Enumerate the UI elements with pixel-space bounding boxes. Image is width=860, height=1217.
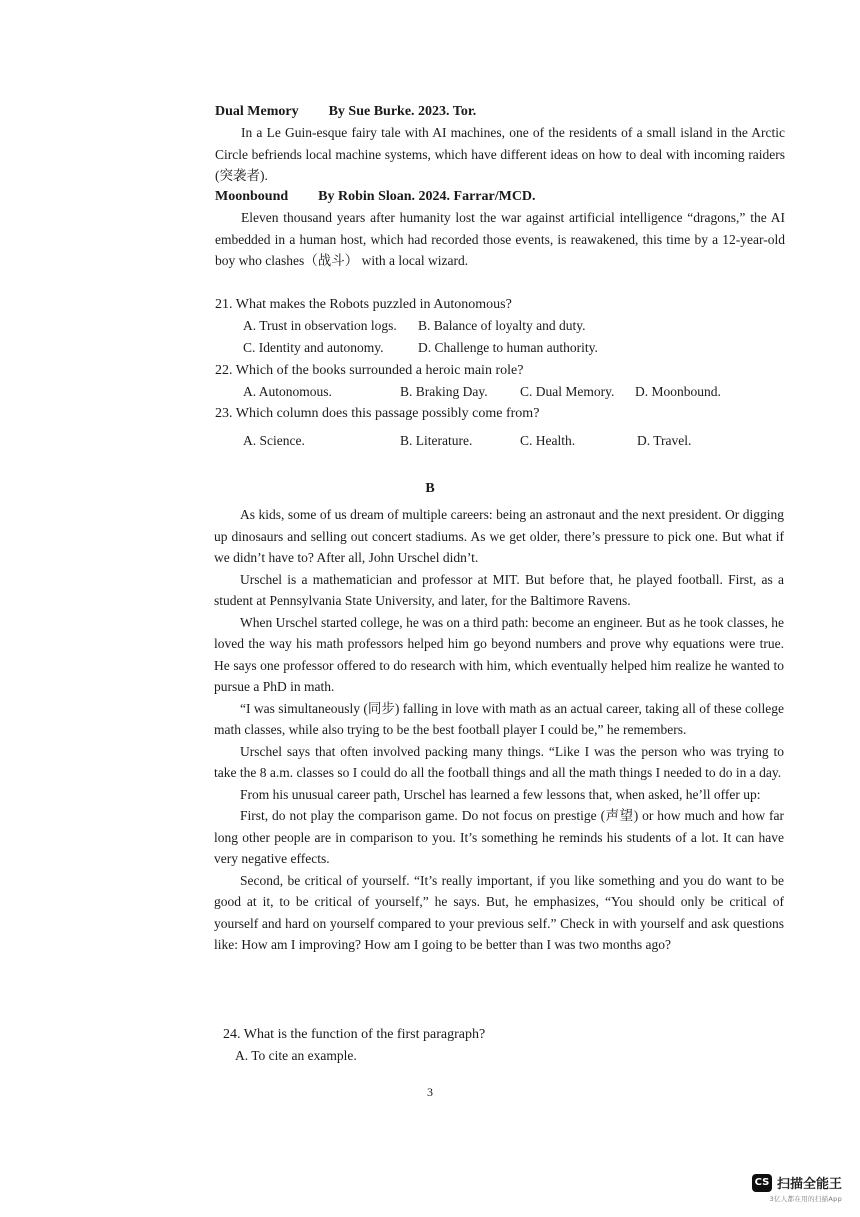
option-row	[215, 315, 785, 337]
option-row	[215, 430, 785, 452]
option-a[interactable]: A. To cite an example.	[235, 1048, 357, 1063]
option-c[interactable]: C. Health.	[520, 433, 576, 448]
option-b[interactable]: B. Balance of loyalty and duty.	[418, 318, 586, 333]
book-entry-moonbound	[215, 187, 785, 272]
scanner-watermark	[732, 1173, 842, 1203]
question-24	[223, 1024, 793, 1067]
question-22	[215, 360, 785, 403]
question-21	[215, 294, 785, 359]
option-a[interactable]: A. Science.	[243, 433, 305, 448]
passage-paragraph: When Urschel started college, he was on a third path: become an engineer. But as he took classes, he loved the way his math professors helped him go beyond numbers and prove why equations were true. He says one professor offered to do research with him, which eventually helped him realize he wanted to pursue a PhD in math.	[214, 614, 784, 694]
option-b[interactable]: B. Literature.	[400, 433, 473, 448]
book-meta: By Robin Sloan. 2024. Farrar/MCD.	[318, 189, 536, 204]
watermark-row	[732, 1173, 842, 1192]
question-stem: 23. Which column does this passage possibly come from?	[215, 406, 540, 421]
question-stem: 24. What is the function of the first paragraph?	[223, 1027, 486, 1042]
passage-paragraph: Urschel says that often involved packing many things. “Like I was the person who was trying to take the 8 a.m. classes so I could do all the football things and all the math things I needed to do in a day.	[214, 743, 784, 780]
option-row	[215, 337, 785, 359]
book-description: In a Le Guin-esque fairy tale with AI machines, one of the residents of a small island in the Arctic Circle befriends local machine systems, which have different ideas on how to deal with incoming raiders (突袭者).	[215, 125, 785, 183]
section-heading: B	[425, 481, 435, 496]
watermark-brand: 扫描全能王	[776, 1177, 842, 1192]
question-stem: 22. Which of the books surrounded a heroic main role?	[215, 363, 524, 378]
book-title: Dual Memory	[215, 104, 299, 119]
passage-b	[214, 504, 784, 956]
option-b[interactable]: B. Braking Day.	[400, 384, 488, 399]
question-23	[215, 403, 785, 452]
book-meta: By Sue Burke. 2023. Tor.	[328, 104, 477, 119]
passage-paragraph: First, do not play the comparison game. Do not focus on prestige (声望) or how much and how far long other people are in comparison to you. It’s something he reminds his students of a lot. It can have very negative effects.	[214, 808, 784, 866]
option-a[interactable]: A. Autonomous.	[243, 384, 332, 399]
watermark-tagline: 3亿人都在用的扫描App	[769, 1195, 842, 1203]
camscanner-logo-icon: CS	[752, 1174, 772, 1192]
book-description: Eleven thousand years after humanity lost the war against artificial intelligence “dragons,” the AI embedded in a human host, which had recorded those events, is reawakened, this time by a 12-year-old boy who clashes（战斗） with a local wizard.	[215, 210, 785, 268]
option-a[interactable]: A. Trust in observation logs.	[243, 318, 397, 333]
option-row	[223, 1045, 793, 1067]
passage-paragraph: As kids, some of us dream of multiple careers: being an astronaut and the next president. Or digging up dinosaurs and selling out concert stadiums. As we get older, there’s pressure to pick one. But what if we didn’t have to? After all, John Urschel didn’t.	[214, 507, 784, 565]
option-c[interactable]: C. Dual Memory.	[520, 384, 615, 399]
passage-paragraph: From his unusual career path, Urschel has learned a few lessons that, when asked, he’ll offer up:	[240, 786, 761, 802]
book-title: Moonbound	[215, 189, 289, 204]
option-d[interactable]: D. Travel.	[637, 433, 692, 448]
passage-paragraph: Urschel is a mathematician and professor at MIT. But before that, he played football. First, as a student at Pennsylvania State University, and later, for the Baltimore Ravens.	[214, 571, 784, 608]
page-number: 3	[427, 1085, 433, 1099]
book-heading	[215, 187, 785, 207]
passage-paragraph: Second, be critical of yourself. “It’s really important, if you like something and you do want to be good at it, to be critical of yourself,” he says. But, he emphasizes, “You should only be critical of yourself and hard on yourself compared to your previous self.” Check in with yourself and ask questions like: How am I improving? How am I going to be better than I was two months ago?	[214, 872, 784, 952]
passage-paragraph: “I was simultaneously (同步) falling in love with math as an actual career, taking all of these college math classes, while also trying to be the best football player I could be,” he remembers.	[214, 700, 784, 737]
option-row	[215, 381, 785, 403]
option-d[interactable]: D. Challenge to human authority.	[418, 340, 598, 355]
question-stem: 21. What makes the Robots puzzled in Autonomous?	[215, 297, 512, 312]
book-entry-dual-memory	[215, 102, 785, 187]
option-c[interactable]: C. Identity and autonomy.	[243, 340, 384, 355]
book-heading	[215, 102, 785, 122]
option-d[interactable]: D. Moonbound.	[635, 384, 721, 399]
